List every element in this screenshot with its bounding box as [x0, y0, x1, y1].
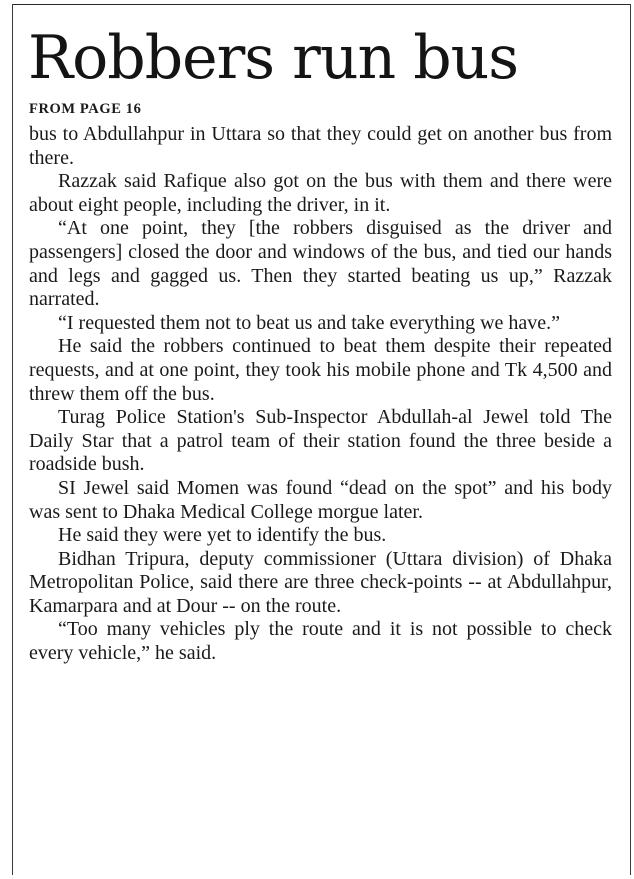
paragraph: He said the robbers continued to beat them despite their repeated requests, and at one point, they took his mobile phone and Tk 4,500 and threw them off the bus. [29, 335, 612, 405]
paragraph: “At one point, they [the robbers disguised as the driver and passengers] closed the door and windows of the bus, and tied our hands and legs and gagged us. Then they started beating us up,” Razzak narrated. [29, 217, 612, 311]
article-body [29, 123, 612, 666]
paragraph: Bidhan Tripura, deputy commissioner (Uttara division) of Dhaka Metropolitan Police, said there are three check-points -- at Abdullahpur, Kamarpara and at Dour -- on the route. [29, 547, 612, 617]
paragraph: He said they were yet to identify the bus. [58, 524, 387, 547]
paragraph: Turag Police Station's Sub-Inspector Abdullah-al Jewel told The Daily Star that a patrol team of their station found the three beside a roadside bush. [29, 406, 612, 476]
paragraph: SI Jewel said Momen was found “dead on the spot” and his body was sent to Dhaka Medical College morgue later. [29, 476, 612, 523]
paragraph: “I requested them not to beat us and take everything we have.” [58, 311, 561, 334]
paragraph: “Too many vehicles ply the route and it is not possible to check every vehicle,” he said. [29, 618, 612, 665]
headline: Robbers run bus [28, 23, 519, 93]
continuation-label: FROM PAGE 16 [29, 101, 142, 117]
right-column-rule [630, 4, 631, 875]
top-border-rule [12, 4, 631, 5]
paragraph: Razzak said Rafique also got on the bus with them and there were about eight people, including the driver, in it. [29, 170, 612, 216]
left-column-rule [12, 4, 13, 875]
paragraph: bus to Abdullahpur in Uttara so that they could get on another bus from there. [29, 123, 612, 169]
